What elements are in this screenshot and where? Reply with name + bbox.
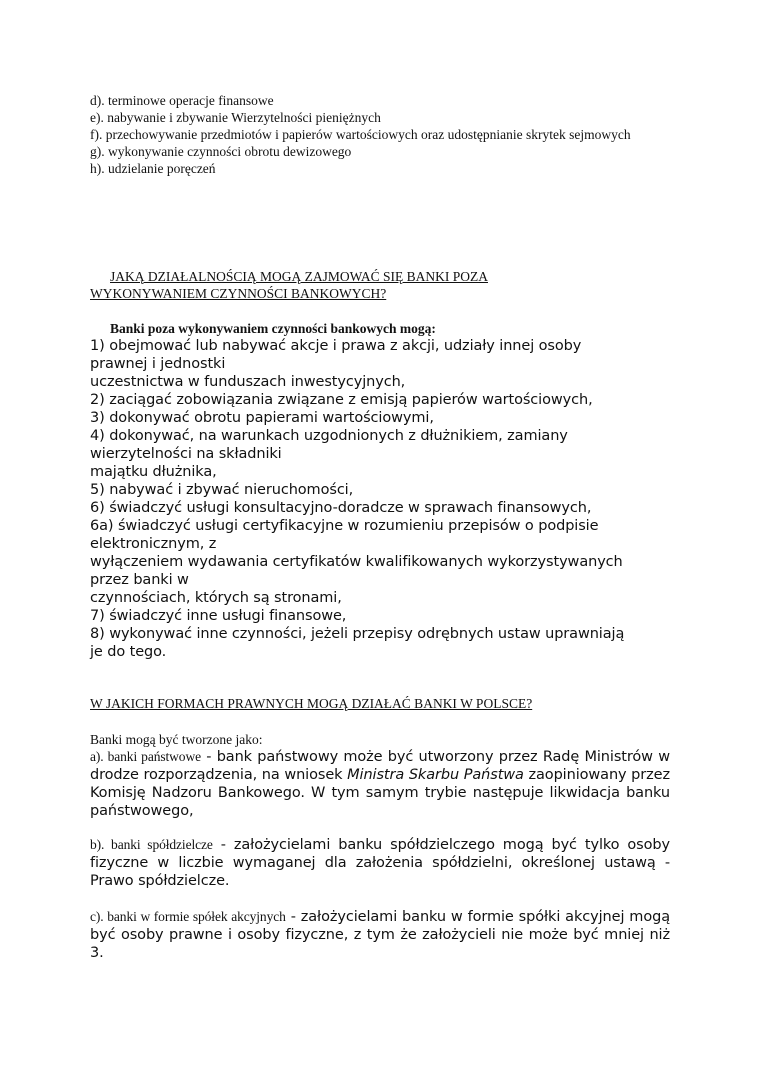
list-item: d). terminowe operacje finansowe [90,93,274,108]
text-line: czynnościach, których są stronami, [90,590,342,606]
paragraph-joint-stock-banks [90,908,670,962]
heading-line: WYKONYWANIEM CZYNNOŚCI BANKOWYCH? [90,286,387,301]
text-line: uczestnictwa w funduszach inwestycyjnych, [90,374,406,390]
text-line: je do tego. [90,644,167,660]
item-label: a). banki państwowe [90,749,201,764]
paragraph-cooperative-banks [90,836,670,890]
text-line: 4) dokonywać, na warunkach uzgodnionych z dłużnikiem, zamiany [90,428,568,444]
list-item: g). wykonywanie czynności obrotu dewizowego [90,144,352,159]
text-line: 7) świadczyć inne usługi finansowe, [90,608,347,624]
section-heading-2: W JAKICH FORMACH PRAWNYCH MOGĄ DZIAŁAĆ BANKI W POLSCE? [90,696,533,711]
item-italic: Ministra Skarbu Państwa [347,767,524,783]
paragraph-state-banks [90,748,670,820]
banking-activities-list [90,92,670,177]
text-line: 6) świadczyć usługi konsultacyjno-doradcze w sprawach finansowych, [90,500,592,516]
text-line: wyłączeniem wydawania certyfikatów kwalifikowanych wykorzystywanych [90,554,623,570]
text-line: 3) dokonywać obrotu papierami wartościowymi, [90,410,434,426]
heading-line: JAKĄ DZIAŁALNOŚCIĄ MOGĄ ZAJMOWAĆ SIĘ BANKI POZA [110,269,488,284]
text-line: 1) obejmować lub nabywać akcje i prawa z akcji, udziały innej osoby [90,338,582,354]
text-line: 8) wykonywać inne czynności, jeżeli przepisy odrębnych ustaw uprawniają [90,626,625,642]
list-item: f). przechowywanie przedmiotów i papierów wartościowych oraz udostępnianie skrytek sejmowych [90,127,631,142]
text-line: 2) zaciągać zobowiązania związane z emisją papierów wartościowych, [90,392,593,408]
activities-text [90,337,670,661]
text-line: majątku dłużnika, [90,464,217,480]
list-item: e). nabywanie i zbywanie Wierzytelności pieniężnych [90,110,381,125]
text-line: elektronicznym, z [90,536,217,552]
item-text: zaopiniowany przez Komisję Nadzoru Bankowego. W tym samym trybie następuje likwidacja banku państwowego, [90,767,670,819]
item-text: - założycielami banku w formie spółki akcyjnej mogą być osoby prawne i osoby fizyczne, z tym że założycieli nie może być mniej niż 3. [90,909,670,961]
text-line: 6a) świadczyć usługi certyfikacyjne w rozumieniu przepisów o podpisie [90,518,599,534]
section-heading-1 [90,268,670,302]
non-banking-activities [90,320,670,661]
text-line: wierzytelności na składniki [90,446,282,462]
item-text: - założycielami banku spółdzielczego mogą być tylko osoby fizyczne w liczbie wymaganej dla założenia spółdzielni, określonej ustawą - Prawo spółdzielcze. [90,837,670,889]
item-label: c). banki w formie spółek akcyjnych [90,909,286,924]
legal-forms-section [90,731,670,962]
section-intro: Banki mogą być tworzone jako: [90,732,263,747]
item-label: b). banki spółdzielcze [90,837,213,852]
text-line: przez banki w [90,572,189,588]
list-item: h). udzielanie poręczeń [90,161,216,176]
section-lead: Banki poza wykonywaniem czynności bankowych mogą: [110,321,436,336]
item-text: - bank państwowy może być utworzony przez Radę Ministrów w drodze rozporządzenia, na wniosek [90,749,670,783]
text-line: 5) nabywać i zbywać nieruchomości, [90,482,354,498]
text-line: prawnej i jednostki [90,356,226,372]
